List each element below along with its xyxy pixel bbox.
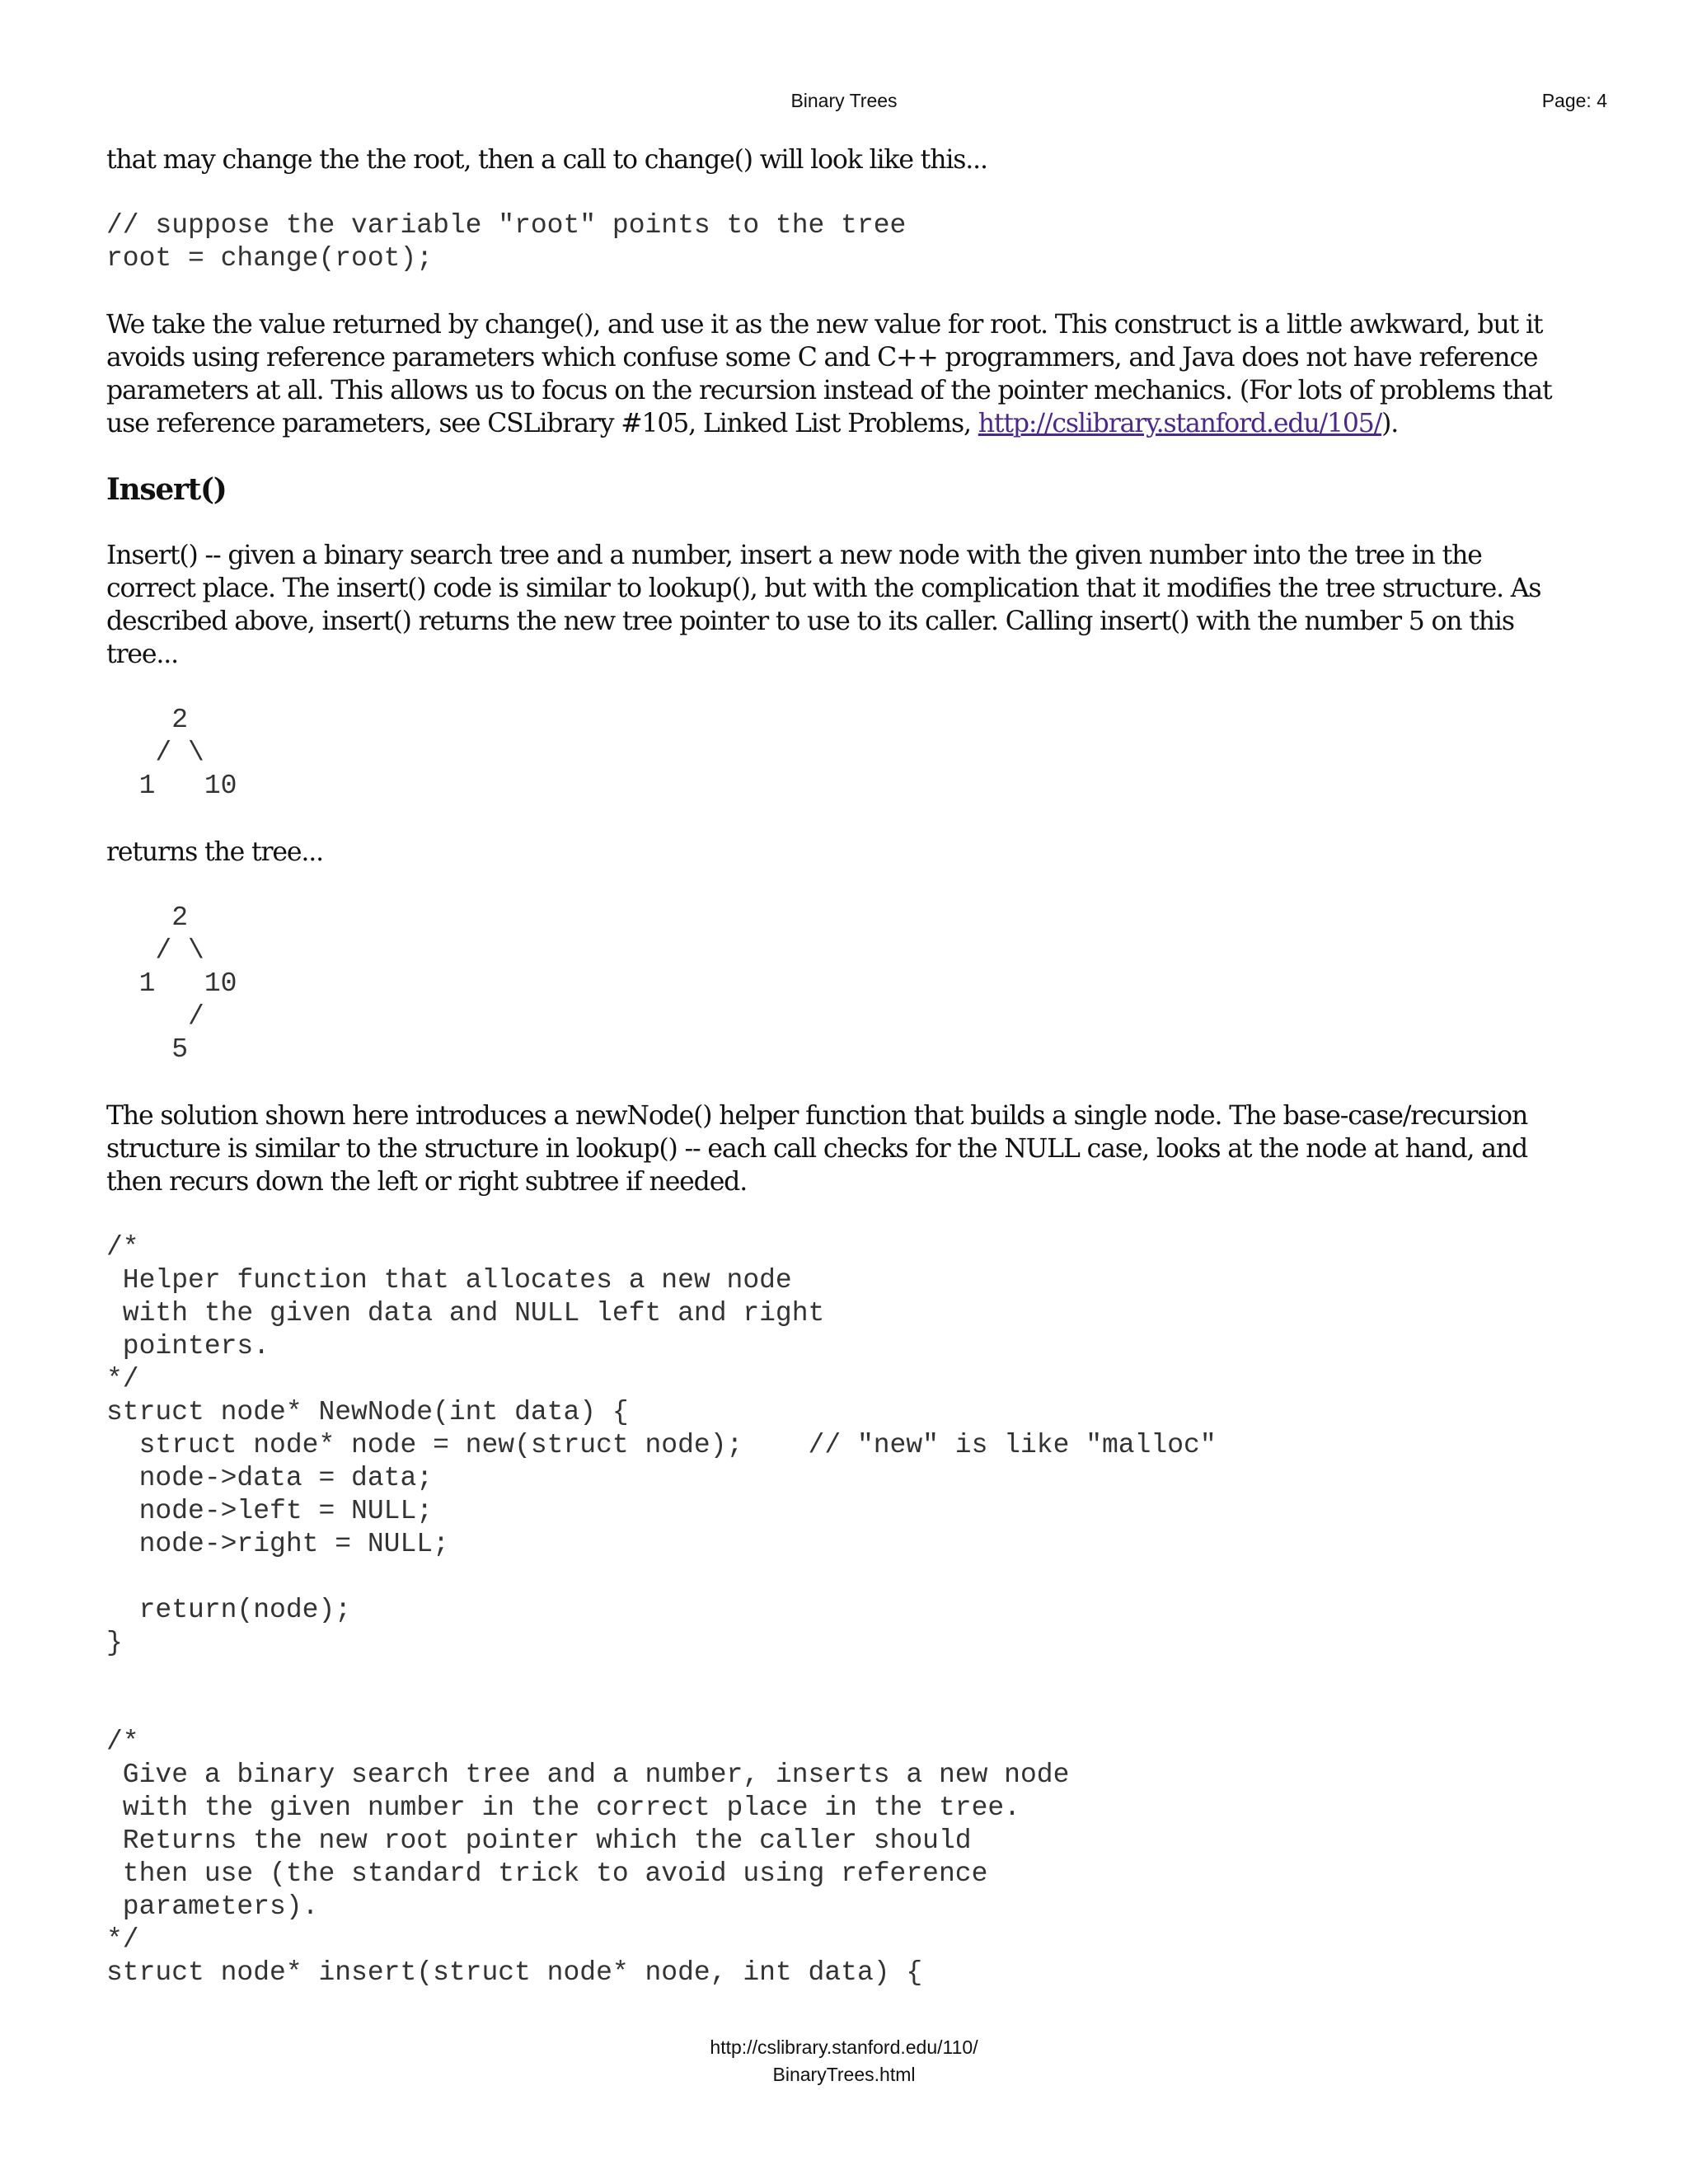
- tree-diagram-before: 2 / \ 1 10: [138, 705, 237, 801]
- footer-url-line-1: http://cslibrary.stanford.edu/110/: [710, 2036, 978, 2058]
- tree-diagram-after: 2 / \ 1 10 / 5: [138, 902, 237, 1065]
- code-block-newnode: /* Helper function that allocates a new node with the given data and NULL left and right pointers. */ struct node* NewNode(int data) { struct node* node = new(struct node); // "new" is like "malloc" node->data = data; node->left = NULL; node->right = NULL; return(node); }: [106, 1232, 1217, 1658]
- paragraph-change-end: ).: [1381, 409, 1399, 438]
- cslibrary-105-link[interactable]: http://cslibrary.stanford.edu/105/: [978, 409, 1382, 438]
- paragraph-change-explanation: [106, 308, 1557, 440]
- paragraph-intro: that may change the the root, then a call to change() will look like this...: [106, 145, 987, 175]
- page-number: Page: 4: [1541, 90, 1607, 111]
- footer-url-line-2: BinaryTrees.html: [772, 2064, 916, 2085]
- paragraph-returns-tree: returns the tree...: [106, 837, 323, 867]
- document-body: [106, 143, 1557, 1990]
- section-heading-insert: Insert(): [106, 472, 227, 507]
- page-header-title: Binary Trees: [790, 90, 898, 111]
- code-block-insert: /* Give a binary search tree and a number, inserts a new node with the given number in the correct place in the tree. Returns the new root pointer which the caller should then use (the standard trick to avoid using reference parameters). */ struct node* insert(struct node* node, int data) {: [106, 1727, 1070, 1988]
- paragraph-change-text: We take the value returned by change(), and use it as the new value for root. This construct is a little awkward, but it avoids using reference parameters which confuse some C and C++ programmers, and Java does not have reference parameters at all. This allows us to focus on the recursion instead of the pointer mechanics. (For lots of problems that use reference parameters, see CSLibrary #105, Linked List Problems,: [106, 310, 1552, 438]
- paragraph-insert-description: Insert() -- given a binary search tree and a number, insert a new node with the given number into the tree in the correct place. The insert() code is similar to lookup(), but with the complication that it modifies the tree structure. As described above, insert() returns the new tree pointer to use to its caller. Calling insert() with the number 5 on this tree...: [106, 541, 1541, 669]
- code-block-change-call: // suppose the variable "root" points to the tree root = change(root);: [106, 210, 907, 274]
- paragraph-solution: The solution shown here introduces a newNode() helper function that builds a single node. The base-case/recursion structure is similar to the structure in lookup() -- each call checks for the NULL case, looks at the node at hand, and then recurs down the left or right subtree if needed.: [106, 1101, 1528, 1197]
